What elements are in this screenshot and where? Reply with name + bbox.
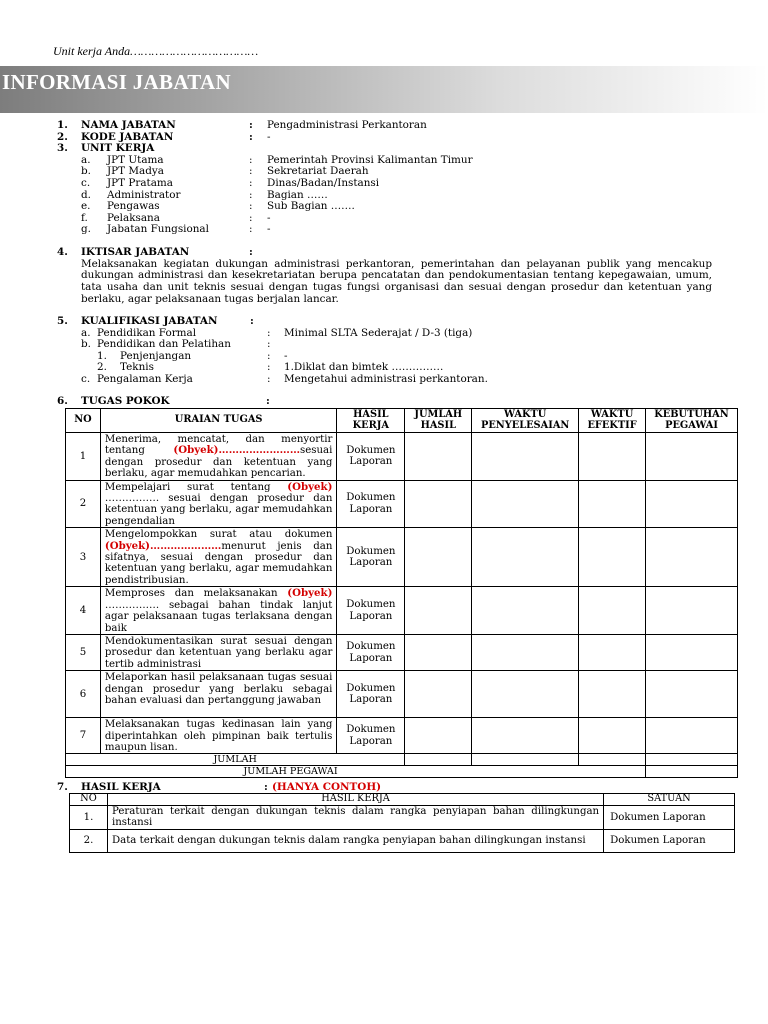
iktisar-heading (57, 247, 712, 259)
item-letter: g. (81, 223, 91, 236)
table-row (66, 671, 738, 718)
item-colon: : (249, 188, 253, 201)
item-label: Teknis (120, 361, 154, 374)
page-title: INFORMASI JABATAN (2, 70, 231, 94)
task-object: (Obyek) (287, 587, 333, 600)
example-note: (HANYA CONTOH) (272, 781, 382, 793)
task-text-pre: Mengelompokkan surat atau dokumen (104, 529, 333, 541)
item-colon: : (267, 349, 271, 362)
hasil-satuan: Dokumen Laporan (604, 829, 735, 852)
hasil-kerja-cell (337, 671, 405, 718)
item-colon: : (267, 372, 271, 385)
jumlah-hasil-cell (405, 528, 472, 587)
col-header-hasil: HASIL KERJA (337, 409, 405, 433)
kualifikasi-heading (57, 316, 717, 328)
item-label: Administrator (107, 188, 181, 201)
task-text-pre: Menerima, mencatat, dan menyortir tentang (104, 434, 333, 457)
hasil-satuan: Dokumen Laporan (604, 806, 735, 830)
hasil-text: Data terkait dengan dukungan teknis dalam rangka penyiapan bahan dilingkungan instansi (107, 829, 603, 852)
unit-kerja-line: Unit kerja Anda……………………………… (53, 44, 259, 58)
hasil-kerja-cell (337, 480, 405, 528)
item-letter: c. (81, 372, 91, 385)
row-number: 3 (66, 528, 101, 587)
item-colon: : (249, 130, 253, 143)
item-number: 5. (57, 315, 68, 327)
item-colon: : (249, 200, 253, 213)
item-label: HASIL KERJA (81, 781, 161, 793)
item-number: 3. (57, 142, 68, 155)
hasil-col-satuan: SATUAN (604, 794, 735, 806)
item-value: Mengetahui administrasi perkantoran. (284, 372, 488, 385)
task-text-pre: Mendokumentasikan surat sesuai dengan prosedur dan ketentuan yang berlaku agar tertib administrasi (104, 635, 333, 670)
item-value: Pengadministrasi Perkantoran (267, 119, 427, 131)
task-description (100, 587, 337, 635)
table-row (66, 480, 738, 528)
waktu-penyelesaian-cell (472, 671, 579, 718)
item-label: Pendidikan dan Pelatihan (97, 338, 231, 351)
identity-row-nama (57, 120, 717, 132)
identity-row-kode (57, 132, 717, 144)
col-header-waktu-penyelesaian: WAKTU PENYELESAIAN (472, 409, 579, 433)
item-value: Minimal SLTA Sederajat / D-3 (tiga) (284, 326, 473, 339)
item-letter: b. (81, 338, 91, 351)
waktu-penyelesaian-cell (472, 433, 579, 481)
waktu-penyelesaian-cell (472, 528, 579, 587)
hasil-kerja-heading (57, 782, 717, 794)
item-label: Pengawas (107, 200, 160, 213)
task-object: (Obyek)…………………… (173, 444, 301, 457)
hasil-row (70, 806, 735, 830)
item-colon: : (267, 361, 271, 374)
item-label: Pendidikan Formal (97, 326, 197, 339)
task-description (100, 671, 337, 718)
iktisar-section (57, 247, 712, 305)
item-letter: c. (81, 176, 91, 189)
item-colon: : (250, 315, 254, 327)
jumlah-hasil-cell (405, 433, 472, 481)
row-number: 4 (66, 587, 101, 635)
item-label: Pelaksana (107, 211, 160, 224)
item-value: Sub Bagian ……. (267, 200, 355, 213)
hasil-kerja-cell (337, 528, 405, 587)
hasil-line: Laporan (349, 456, 393, 468)
jumlah-cell (579, 754, 646, 766)
item-label: TUGAS POKOK (81, 395, 170, 407)
hasil-line: Dokumen (346, 444, 396, 456)
hasil-row (70, 829, 735, 852)
kebutuhan-pegawai-cell (646, 718, 738, 754)
item-number: 4. (57, 246, 68, 258)
task-description (100, 718, 337, 754)
hasil-row-number: 1. (70, 806, 108, 830)
hasil-table-body (70, 806, 735, 853)
task-text-pre: Mempelajari surat tentang (104, 481, 288, 493)
task-text-pre: Memproses dan melaksanakan (104, 588, 288, 600)
unit-kerja-row (57, 201, 717, 213)
unit-kerja-row (57, 224, 717, 236)
tugas-pokok-section (57, 396, 717, 408)
hasil-col-hasil: HASIL KERJA (107, 794, 603, 806)
task-text-post: sesuai dengan prosedur dan ketentuan yang berlaku, agar memudahkan pencarian. (104, 445, 333, 480)
item-label: JPT Utama (107, 153, 164, 166)
col-header-waktu-efektif: WAKTU EFEKTIF (579, 409, 646, 433)
kebutuhan-pegawai-cell (646, 587, 738, 635)
item-letter: b. (81, 165, 91, 178)
item-colon: : (249, 119, 253, 131)
iktisar-text: Melaksanakan kegiatan dukungan administrasi perkantoran, pemerintahan dan pelayanan publik yang mencakup dukungan administrasi dan kesekretariatan berupa pencatatan dan pendokumentasian tentang kepegawaian, umum, tata usaha dan unit teknis sesuai dengan tugas fungsi organisasi dan sesuai dengan prosedur dan ketentuan yang berlaku, agar pelaksanaan tugas berjalan lancar. (81, 257, 712, 305)
identity-section (57, 120, 717, 236)
jumlah-hasil-cell (405, 634, 472, 670)
waktu-penyelesaian-cell (472, 480, 579, 528)
jumlah-cell (405, 754, 472, 766)
kebutuhan-pegawai-cell (646, 433, 738, 481)
task-text-pre: Melaporkan hasil pelaksanaan tugas sesuai dengan prosedur yang berlaku sebagai bahan evaluasi dan pertanggung jawaban (104, 672, 333, 706)
table-row (66, 634, 738, 670)
waktu-efektif-cell (579, 587, 646, 635)
hasil-line: Dokumen (346, 640, 396, 652)
item-label: JPT Madya (107, 165, 164, 178)
waktu-penyelesaian-cell (472, 634, 579, 670)
hasil-header-row (70, 794, 735, 806)
kualifikasi-pengalaman (57, 374, 717, 386)
tugas-pokok-table (65, 408, 738, 778)
tugas-pokok-heading (57, 396, 717, 408)
tugas-table-body (66, 433, 738, 754)
table-header-row (66, 409, 738, 433)
item-label: KUALIFIKASI JABATAN (81, 315, 218, 327)
item-label: Pengalaman Kerja (97, 372, 193, 385)
row-number: 7 (66, 718, 101, 754)
item-label: Penjenjangan (120, 349, 192, 362)
waktu-efektif-cell (579, 528, 646, 587)
kebutuhan-pegawai-cell (646, 634, 738, 670)
item-label: JPT Pratama (107, 176, 173, 189)
item-letter: d. (81, 188, 91, 201)
hasil-line: Laporan (349, 557, 393, 569)
jumlah-hasil-cell (405, 587, 472, 635)
item-colon: : (249, 246, 253, 258)
item-number: 2. (97, 361, 107, 374)
hasil-row-number: 2. (70, 829, 108, 852)
waktu-efektif-cell (579, 480, 646, 528)
item-label: Jabatan Fungsional (107, 223, 209, 236)
task-description (100, 634, 337, 670)
task-text-post: ……………. sebagai bahan tindak lanjut agar pelaksanaan tugas terlaksana dengan baik (104, 599, 333, 634)
row-number: 5 (66, 634, 101, 670)
hasil-line: Laporan (349, 735, 393, 747)
hasil-line: Dokumen (346, 599, 396, 610)
hasil-line: Laporan (349, 610, 393, 622)
jumlah-hasil-cell (405, 480, 472, 528)
table-row (66, 718, 738, 754)
waktu-penyelesaian-cell (472, 587, 579, 635)
item-colon: : (267, 326, 271, 339)
jumlah-hasil-cell (405, 671, 472, 718)
hasil-kerja-cell (337, 634, 405, 670)
item-value: Sekretariat Daerah (267, 165, 369, 178)
item-label: NAMA JABATAN (81, 119, 176, 131)
col-header-kebutuhan: KEBUTUHAN PEGAWAI (646, 409, 738, 433)
item-colon: : (249, 223, 253, 236)
jumlah-row (66, 754, 738, 766)
item-label: UNIT KERJA (81, 142, 155, 155)
col-header-uraian: URAIAN TUGAS (100, 409, 337, 433)
item-value: Dinas/Badan/Instansi (267, 176, 380, 189)
hasil-line: Dokumen (346, 682, 396, 694)
table-row (66, 433, 738, 481)
jumlah-cell (472, 754, 579, 766)
jumlah-pegawai-cell (646, 766, 738, 778)
item-number: 6. (57, 395, 68, 407)
hasil-col-no: NO (70, 794, 108, 806)
hasil-kerja-table (69, 793, 735, 853)
item-value: - (267, 223, 271, 236)
hasil-line: Laporan (349, 652, 393, 664)
title-banner (0, 66, 768, 113)
kebutuhan-pegawai-cell (646, 528, 738, 587)
item-colon: : (249, 153, 253, 166)
item-value: Pemerintah Provinsi Kalimantan Timur (267, 153, 473, 166)
jumlah-hasil-cell (405, 718, 472, 754)
item-number: 2. (57, 130, 68, 143)
hasil-text: Peraturan terkait dengan dukungan teknis dalam rangka penyiapan bahan dilingkungan instansi (107, 806, 603, 830)
item-value: - (284, 349, 288, 362)
task-description (100, 480, 337, 528)
hasil-kerja-section (57, 782, 717, 794)
item-letter: e. (81, 200, 91, 213)
item-label: KODE JABATAN (81, 130, 174, 143)
item-letter: a. (81, 153, 91, 166)
hasil-line: Dokumen (346, 545, 396, 557)
kualifikasi-section (57, 316, 717, 386)
row-number: 1 (66, 433, 101, 481)
row-number: 2 (66, 480, 101, 528)
unit-kerja-list (57, 155, 717, 236)
hasil-line: Laporan (349, 503, 393, 515)
waktu-penyelesaian-cell (472, 718, 579, 754)
task-description (100, 433, 337, 481)
task-object: (Obyek)………………… (104, 539, 222, 552)
col-header-no: NO (66, 409, 101, 433)
item-value: Bagian …… (267, 188, 328, 201)
item-colon: : (267, 338, 271, 351)
unit-kerja-row (57, 178, 717, 190)
hasil-kerja-cell (337, 587, 405, 635)
item-colon: : (249, 165, 253, 178)
hasil-kerja-cell (337, 718, 405, 754)
row-number: 6 (66, 671, 101, 718)
item-letter: f. (81, 211, 88, 224)
kebutuhan-pegawai-cell (646, 671, 738, 718)
item-colon: : (264, 781, 268, 793)
hasil-line: Laporan (349, 694, 393, 706)
task-description (100, 528, 337, 587)
hasil-kerja-cell (337, 433, 405, 481)
item-label: IKTISAR JABATAN (81, 246, 190, 258)
item-colon: : (266, 395, 270, 407)
kebutuhan-pegawai-cell (646, 480, 738, 528)
task-text-pre: Melaksanakan tugas kedinasan lain yang diperintahkan oleh pimpinan baik tertulis maupun lisan. (104, 719, 333, 753)
item-value: - (267, 130, 271, 143)
jumlah-label: JUMLAH (66, 754, 405, 766)
item-value: 1.Diklat dan bimtek …………… (284, 361, 444, 374)
jumlah-pegawai-row (66, 766, 738, 778)
hasil-line: Dokumen (346, 492, 396, 504)
task-text-post: menurut jenis dan sifatnya, sesuai dengan prosedur dan ketentuan yang berlaku, agar memudahkan pendistribusian. (104, 540, 333, 586)
item-letter: a. (81, 326, 91, 339)
jumlah-pegawai-label: JUMLAH PEGAWAI (66, 766, 646, 778)
item-number: 1. (97, 349, 107, 362)
waktu-efektif-cell (579, 718, 646, 754)
item-number: 1. (57, 119, 68, 131)
jumlah-cell (646, 754, 738, 766)
item-number: 7. (57, 781, 68, 793)
waktu-efektif-cell (579, 671, 646, 718)
task-text-post: ……………. sesuai dengan prosedur dan ketentuan yang berlaku, agar memudahkan pengendalian (104, 493, 333, 527)
hasil-line: Dokumen (346, 724, 396, 736)
waktu-efektif-cell (579, 634, 646, 670)
waktu-efektif-cell (579, 433, 646, 481)
task-object: (Obyek) (287, 480, 333, 493)
table-row (66, 587, 738, 635)
item-colon: : (249, 211, 253, 224)
table-row (66, 528, 738, 587)
item-value: - (267, 211, 271, 224)
item-colon: : (249, 176, 253, 189)
col-header-jumlah: JUMLAH HASIL (405, 409, 472, 433)
